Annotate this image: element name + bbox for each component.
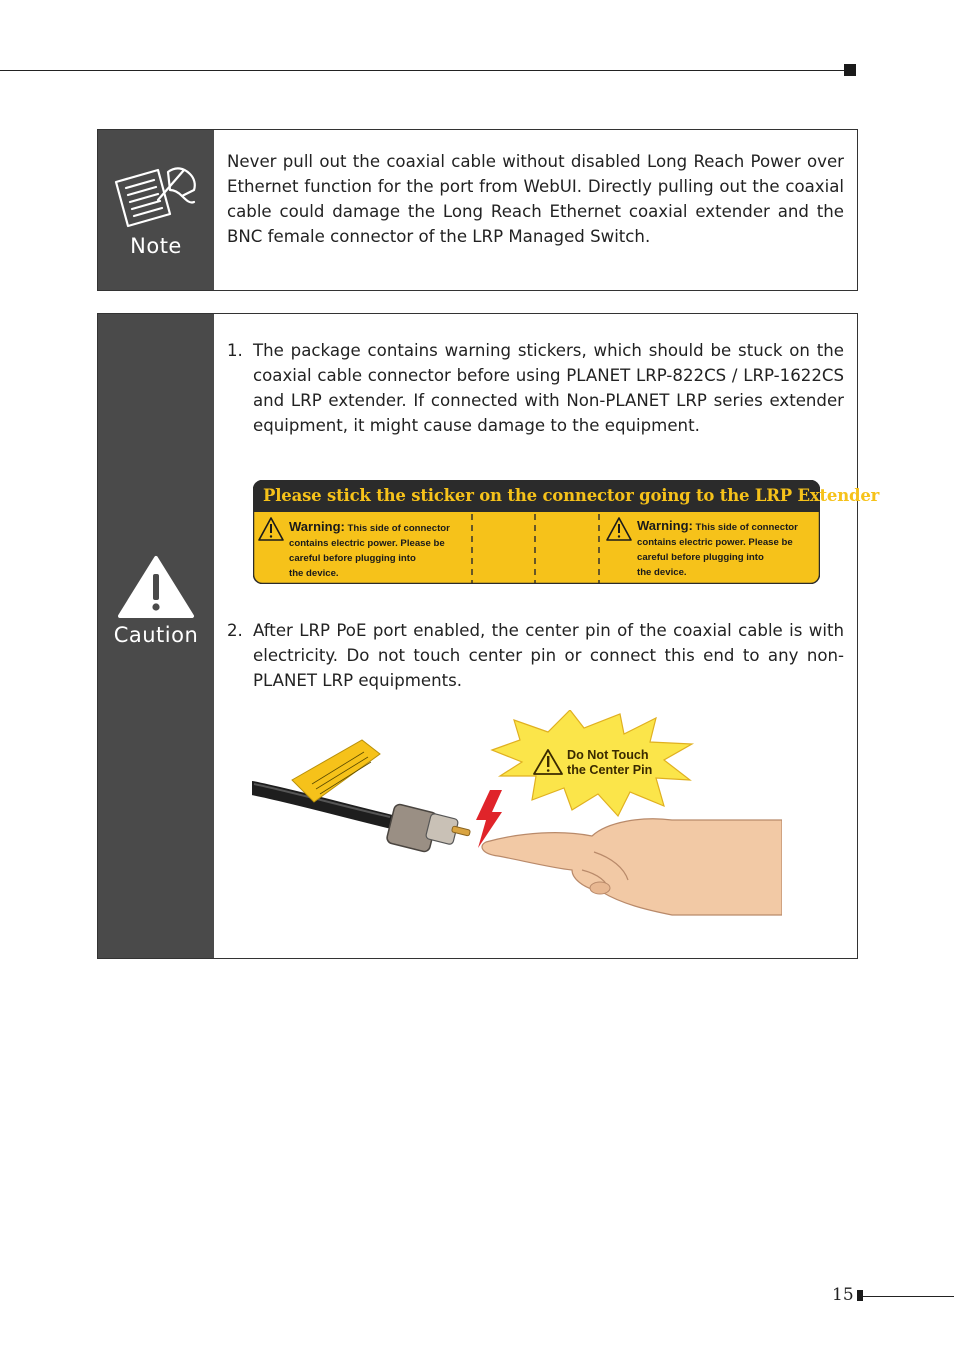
bubble-text xyxy=(567,748,652,778)
coaxial-cable-image xyxy=(252,740,470,853)
warning-line: the device. xyxy=(637,567,687,578)
caution-item-number: 1. xyxy=(227,341,243,360)
pointing-hand-image xyxy=(482,819,782,915)
note-text: Never pull out the coaxial cable without disabled Long Reach Power over Ethernet function for the port from WebUI. Directly pulling out the coaxial cable could damage the Long Reach Ethernet coaxial extender and the BNC female connector of the LRP Managed Switch. xyxy=(227,152,844,246)
sticker-title: Please stick the sticker on the connector going to the LRP Extender xyxy=(263,486,880,505)
warning-line: the device. xyxy=(289,568,339,579)
caution-item-1 xyxy=(227,338,844,438)
do-not-touch-illustration xyxy=(252,710,782,920)
header-rule xyxy=(0,70,846,71)
bubble-line: Do Not Touch xyxy=(567,748,649,762)
sticker-warning-text-right xyxy=(637,518,827,580)
warning-line: This side of connector xyxy=(695,522,798,533)
caution-box xyxy=(97,313,880,959)
caution-label: Caution xyxy=(113,623,199,647)
warning-line: contains electric power. Please be xyxy=(637,537,793,548)
page-number: 15 xyxy=(832,1285,854,1305)
warning-triangle-icon xyxy=(116,554,196,620)
caution-side-panel xyxy=(98,314,214,958)
warning-line: careful before plugging into xyxy=(289,553,416,564)
warning-line: contains electric power. Please be xyxy=(289,538,445,549)
caution-item-2 xyxy=(227,618,844,693)
sticker-warning-text-left xyxy=(289,519,479,581)
warning-label: Warning: xyxy=(637,518,693,533)
warning-label: Warning: xyxy=(289,519,345,534)
footer-rule xyxy=(863,1296,954,1297)
caution-item-text: The package contains warning stickers, which should be stuck on the coaxial cable connector before using PLANET LRP-822CS / LRP-1622CS and LRP extender. If connected with Non-PLANET LRP series extender equipment, it might cause damage to the equipment. xyxy=(253,341,844,435)
caution-item-number: 2. xyxy=(227,621,243,640)
note-label: Note xyxy=(130,234,182,258)
note-side-panel xyxy=(98,130,214,290)
bubble-line: the Center Pin xyxy=(567,763,653,777)
header-square-marker xyxy=(844,64,856,76)
warning-sticker xyxy=(253,480,880,584)
warning-line: This side of connector xyxy=(347,523,450,534)
note-box xyxy=(97,129,858,291)
caution-item-text: After LRP PoE port enabled, the center pin of the coaxial cable is with electricity. Do not touch center pin or connect this end to any non- PLANET LRP equipments. xyxy=(253,621,844,690)
warning-line: careful before plugging into xyxy=(637,552,764,563)
